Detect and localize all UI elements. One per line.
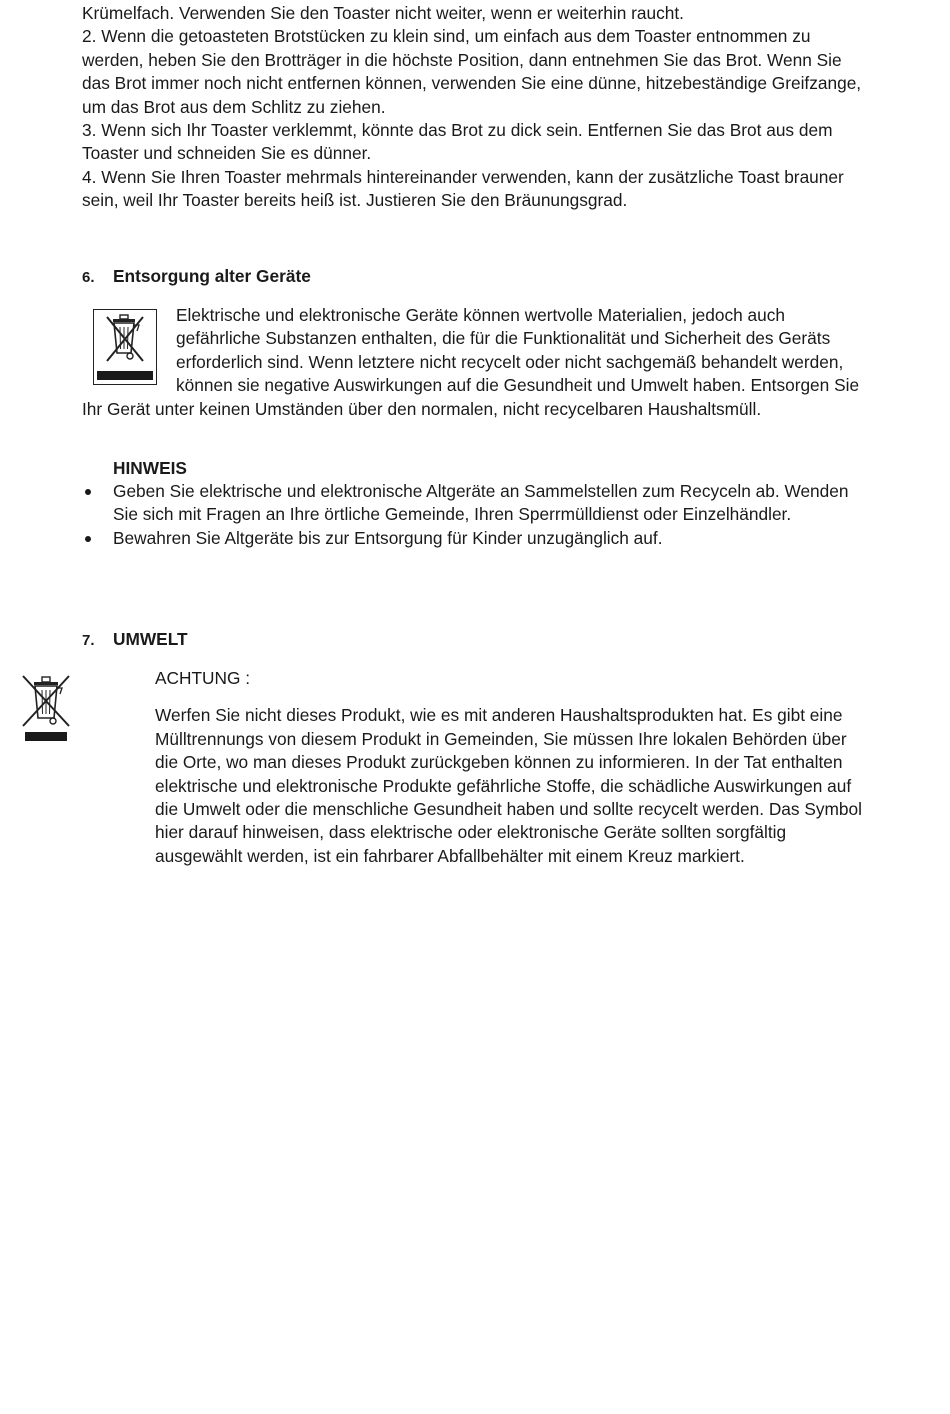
troubleshooting-item-3: 3. Wenn sich Ihr Toaster verklemmt, könnte das Brot zu dick sein. Entfernen Sie das Brot aus dem Toaster und schneiden Sie es dünner. [82, 120, 833, 164]
section-6-body [82, 304, 872, 421]
section-7-body [155, 667, 871, 868]
bullet-text: Bewahren Sie Altgeräte bis zur Entsorgung für Kinder unzugänglich auf. [113, 527, 663, 548]
bullet-text: Geben Sie elektrische und elektronische Altgeräte an Sammelstellen zum Recyceln ab. Wenden Sie sich mit Fragen an Ihre örtliche Gemeinde, Ihren Sperrmülldienst oder Einzelhändler. [113, 481, 849, 525]
section-6-number: 6. [82, 269, 95, 286]
bullet-icon [85, 536, 91, 542]
troubleshooting-continuation [82, 2, 872, 213]
section-6-title: Entsorgung alter Geräte [113, 266, 311, 286]
troubleshooting-item-4: 4. Wenn Sie Ihren Toaster mehrmals hintereinander verwenden, kann der zusätzliche Toast brauner sein, weil Ihr Toaster bereits heiß ist. Justieren Sie den Bräunungsgrad. [82, 166, 844, 211]
note-title: HINWEIS [113, 458, 187, 478]
troubleshooting-line-1: Krümelfach. Verwenden Sie den Toaster nicht weiter, wenn er weiterhin raucht. [82, 3, 684, 23]
note-bullet-list [82, 480, 872, 550]
list-item [82, 527, 872, 550]
weee-bin-plain-icon [20, 672, 72, 744]
section-7-title: UMWELT [113, 629, 188, 649]
section-7-number: 7. [82, 632, 95, 649]
bullet-icon [85, 489, 91, 495]
list-item [82, 480, 872, 527]
section-6-heading [82, 265, 311, 289]
warning-label: ACHTUNG : [155, 668, 251, 688]
troubleshooting-item-2: 2. Wenn die getoasteten Brotstücken zu klein sind, um einfach aus dem Toaster entnommen zu werden, heben Sie den Brotträger in die höchste Position, dann entnehmen Sie das Brot. Wenn Sie das Brot immer noch nicht entfernen können, verwenden Sie eine dünne, hitzebeständige Greifzange, um das Brot aus dem Schlitz zu ziehen. [82, 26, 862, 117]
section-6-text: Elektrische und elektronische Geräte können wertvolle Materialien, jedoch auch gefährliche Substanzen enthalten, die für die Funktionalität und Sicherheit des Geräts erforderlich sind. Wenn letztere nicht recycelt oder nicht sachgemäß behandelt werden, können sie negative Auswirkungen auf die Gesundheit und Umwelt haben. Entsorgen Sie Ihr Gerät unter keinen Umständen über den normalen, nicht recycelbaren Haushaltsmüll. [82, 305, 860, 419]
section-7-text: Werfen Sie nicht dieses Produkt, wie es mit anderen Haushaltsprodukten hat. Es gibt eine Mülltrennungs von diesem Produkt in Gemeinden, Sie müssen Ihre lokalen Behörden über die Orte, wo man dieses Produkt zurückgeben können zu informieren. In der Tat enthalten elektrische und elektronische Produkte gefährliche Stoffe, die schädliche Auswirkungen auf die Umwelt oder die menschliche Gesundheit haben und sollte recycelt werden. Das Symbol hier darauf hinweisen, dass elektrische oder elektronische Geräte sollten sorgfältig ausgewählt werden, ist ein fahrbarer Abfallbehälter mit einem Kreuz markiert. [155, 705, 862, 866]
section-7-heading [82, 628, 188, 652]
